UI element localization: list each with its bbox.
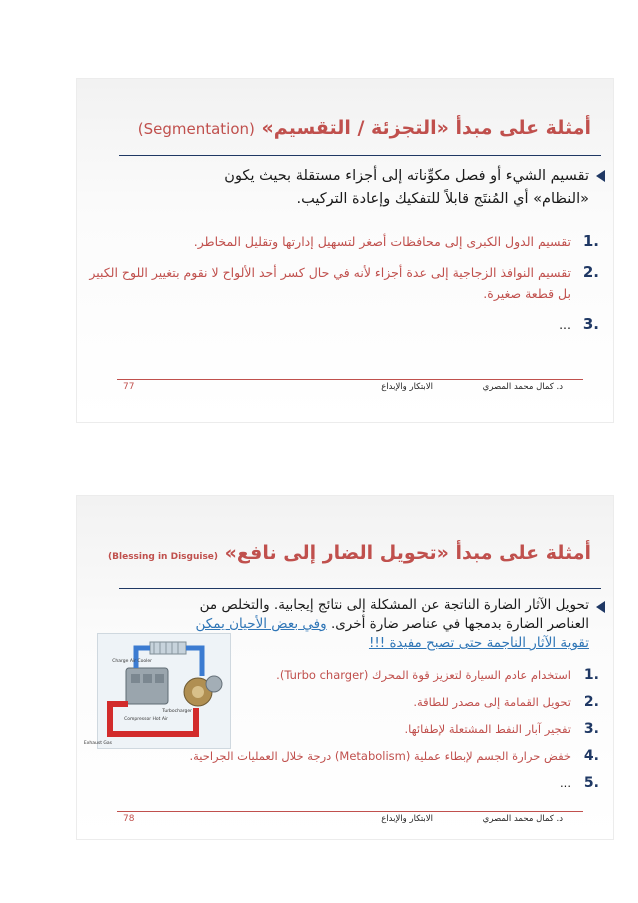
bullet-line: تحويل الآثار الضارة الناتجة عن المشكلة إلى نتائج إيجابية. والتخلص من — [199, 597, 589, 613]
list-number: .1 — [582, 232, 599, 250]
turbocharger-illustration — [83, 634, 230, 748]
highlighted-text: تقوية الآثار الناجمة حتى تصبح مفيدة !!! — [368, 635, 589, 651]
slide-title — [95, 542, 591, 564]
page-number: 77 — [123, 382, 135, 392]
numbered-list — [89, 231, 599, 335]
list-number: .5 — [583, 775, 599, 791]
list-item — [89, 314, 599, 335]
numbered-list-continued — [89, 743, 599, 797]
title-arabic: أمثلة على مبدأ «تحويل الضار إلى نافع» — [224, 542, 591, 564]
list-item — [247, 689, 599, 716]
numbered-list — [247, 662, 599, 743]
footer-course: الابتكار والإبداع — [381, 814, 433, 824]
list-item — [247, 662, 599, 689]
list-number: .1 — [583, 667, 599, 683]
footer-rule — [117, 379, 583, 380]
list-item-text: ... — [560, 776, 571, 790]
bullet-arrow-icon — [596, 170, 605, 182]
slide-77 — [76, 78, 614, 423]
list-item-text: تحويل القمامة إلى مصدر للطاقة. — [413, 695, 571, 709]
list-number: .3 — [583, 721, 599, 737]
title-divider — [119, 588, 601, 589]
list-number: .4 — [583, 748, 599, 764]
turbocharger-diagram — [83, 633, 231, 749]
slide-78 — [76, 495, 614, 840]
diagram-label: Turbocharger — [162, 709, 192, 714]
list-item-text: خفض حرارة الجسم لإبطاء عملية (Metabolism) درجة خلال العمليات الجراحية. — [189, 749, 571, 763]
page-number: 78 — [123, 814, 135, 824]
list-item-text: استخدام عادم السيارة لتعزيز قوة المحرك (Turbo charger). — [276, 668, 571, 682]
title-english: (Blessing in Disguise) — [108, 552, 219, 562]
bullet-text: العناصر الضارة بدمجها في عناصر ضارة أخرى. — [330, 616, 589, 632]
title-english: (Segmentation) — [137, 120, 255, 138]
list-item-text: تفجير آبار النفط المشتعلة لإطفائها. — [404, 722, 571, 736]
footer-rule — [117, 811, 583, 812]
bullet-line: تقسيم الشيء أو فصل مكوِّناته إلى أجزاء مستقلة بحيث يكون — [224, 168, 589, 184]
list-item — [89, 770, 599, 797]
list-item-text: تقسيم الدول الكبرى إلى محافظات أصغر لتسهيل إدارتها وتقليل المخاطر. — [193, 234, 571, 249]
bullet-arrow-icon — [596, 601, 605, 613]
list-item-text: تقسيم النوافذ الزجاجية إلى عدة أجزاء لأنه في حال كسر أحد الألواح لا نقوم بتغيير اللوح الكبير بل قطعة صغيرة. — [89, 265, 571, 301]
title-divider — [119, 155, 601, 156]
list-item — [89, 231, 599, 252]
footer-course: الابتكار والإبداع — [381, 382, 433, 392]
list-number: .2 — [583, 694, 599, 710]
title-arabic: أمثلة على مبدأ «التجزئة / التقسيم» — [261, 117, 591, 139]
slide-title — [95, 117, 591, 139]
main-bullet — [89, 165, 605, 211]
footer-author: د. كمال محمد المصري — [482, 814, 563, 824]
slide-footer — [117, 382, 583, 396]
diagram-label: Charge Air Cooler — [112, 659, 152, 664]
diagram-label: Compressor Hot Air — [124, 717, 168, 722]
diagram-label: Exhaust Gas — [83, 741, 112, 746]
bullet-line — [89, 615, 589, 634]
list-item-text: ... — [559, 317, 571, 332]
list-number: .3 — [582, 315, 599, 333]
list-number: .2 — [582, 263, 599, 281]
list-item — [247, 716, 599, 743]
slide-footer — [117, 814, 583, 828]
list-item — [89, 262, 599, 304]
footer-author: د. كمال محمد المصري — [482, 382, 563, 392]
highlighted-text: وفي بعض الأحيان يمكن — [195, 616, 327, 632]
bullet-line: «النظام» أي المُنتَج قابلاً للتفكيك وإعادة التركيب. — [296, 191, 589, 207]
